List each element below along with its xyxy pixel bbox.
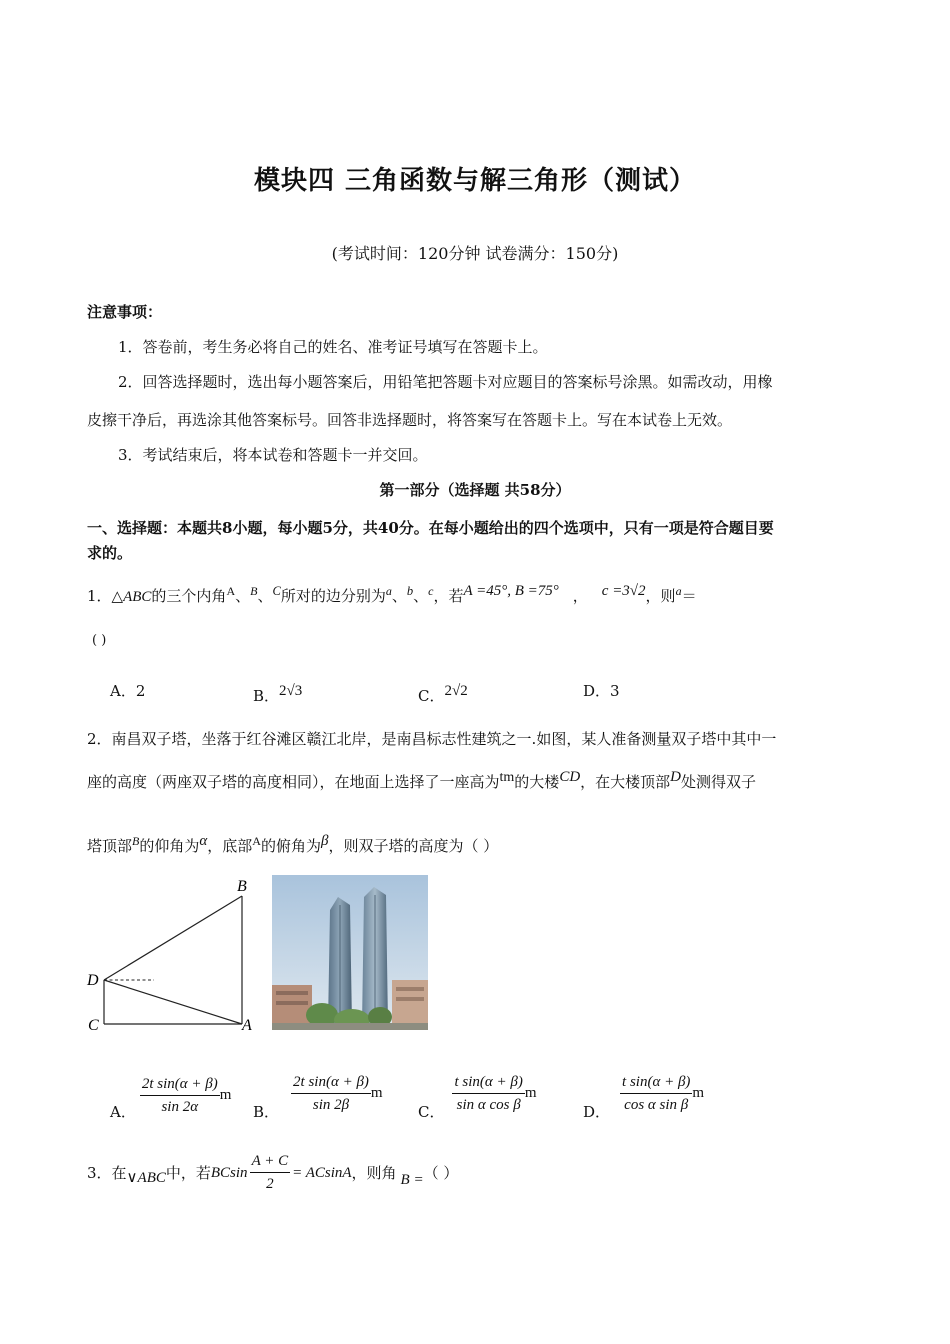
q1-option-a: A．2 [110, 682, 146, 700]
note-item-2-line2: 皮擦干净后，再选涂其他答案标号。回答非选择题时，将答案写在答题卡上。写在本试卷上无效。 [87, 411, 733, 429]
q1-option-c-value: 2√2 [444, 683, 468, 699]
q1-var-a-target: a [675, 584, 682, 598]
q2-option-d-denominator: cos α sin β [624, 1096, 689, 1113]
q3-lhs: BCsin [210, 1164, 248, 1181]
q1-text-2: 所对的边分别为 [280, 587, 386, 605]
q2-point-D: D [670, 769, 682, 785]
q3-number: 3．在 [87, 1163, 127, 1182]
section-instructions-line1: 一、选择题：本题共8小题，每小题5分，共40分。在每小题给出的四个选项中，只有一项是符合题目要 [87, 519, 774, 537]
q3-angle-B: B = [400, 1171, 424, 1188]
q2-option-b: B． $\frac{\text{2t sin(α + β)}}{\sin 2\beta}$ m [253, 1073, 383, 1121]
q1-var-a: a [385, 584, 392, 598]
label-D: D [87, 972, 99, 989]
notes-heading: 注意事项： [87, 303, 163, 321]
label-C: C [88, 1017, 99, 1034]
q2-option-b-numerator: 2t sin(α + β) [291, 1073, 371, 1094]
q1-condition-angles: A =45°, B =75° [463, 583, 559, 599]
q2-geometry-diagram [80, 872, 260, 1037]
q2-option-c: C． $\frac{\text{t sin(α + β)}}{\text{sin α cos β}}$ m [418, 1073, 537, 1121]
line-DB [104, 896, 242, 980]
line-DA [104, 980, 242, 1024]
q1-condition-side: c =3√2 [601, 583, 646, 599]
q1-option-d: D．3 [583, 682, 620, 700]
q2-option-c-numerator: t sin(α + β) [452, 1073, 524, 1094]
twin-towers-photo [272, 875, 428, 1030]
page-title: 模块四 三角函数与解三角形（测试） [253, 166, 697, 196]
q2-option-b-denominator: sin 2β [312, 1096, 350, 1113]
question-1: 1．△ABC的三个内角$^A$、$^B$、$^C$所对的边分别为$^a$、$^b$、$^c$，若$^{A =45^\circ, B =75^\circ}$ ， $^{c =3√2}$，则$^a$＝ [87, 583, 697, 605]
q2-line-2: 座的高度（两座双子塔的高度相同），在地面上选择了一座高为$^{tm}$的大楼$^{CD}$，在大楼顶部$^D$处测得双子 [87, 769, 757, 791]
q1-text-1: 的三个内角 [151, 587, 227, 605]
q2-option-c-denominator: sin α cos β [456, 1096, 521, 1113]
note-item-1: 1．答卷前，考生务必将自己的姓名、准考证号填写在答题卡上。 [118, 338, 548, 356]
label-B: B [237, 878, 247, 895]
q2-option-d: D． $\frac{\text{t sin(α + β)}}{\text{cos α sin β}}$ m [583, 1073, 705, 1121]
q1-var-c: c [428, 584, 434, 598]
q3-fraction: $\frac{A + C}{2}$ [251, 1153, 289, 1192]
q1-option-b-value: 2√3 [279, 683, 303, 699]
q1-number: 1． [87, 587, 112, 605]
q2-option-a-numerator: 2t sin(α + β) [140, 1075, 220, 1096]
label-A: A [242, 1017, 252, 1034]
q3-triangle: ∨ABC [126, 1169, 166, 1186]
q2-option-a: A． $\frac{\text{2t sin(α + β)}}{\sin 2\alpha}$ m [110, 1075, 232, 1121]
q1-answer-blank: ( ) [92, 633, 107, 648]
q2-point-A: A [252, 834, 261, 848]
q2-building-CD: CD [559, 769, 581, 785]
q2-line-1: 2．南昌双子塔，坐落于红谷滩区赣江北岸，是南昌标志性建筑之一.如图，某人准备测量双子塔中其中一 [87, 730, 777, 748]
q1-var-b: b [406, 584, 414, 598]
q1-option-c: C．$^{2√2}$ [418, 683, 468, 705]
question-3: 3．在 ∨ABC 中，若 BCsin $\frac{A + C}{2}$ = ACsinA ，则角 B = （ ） [87, 1153, 459, 1192]
note-item-3: 3．考试结束后，将本试卷和答题卡一并交回。 [118, 446, 428, 464]
q2-option-a-denominator: sin 2α [161, 1098, 199, 1115]
q1-triangle: △ABC [111, 589, 152, 605]
q2-angle-beta: β [320, 833, 329, 849]
q2-point-B: B [132, 834, 140, 848]
part1-heading: 第一部分（选择题 共58分） [379, 481, 571, 499]
q1-var-C: C [272, 584, 281, 598]
q1-option-b: B．$^{2√3}$ [253, 683, 303, 705]
q2-angle-alpha: α [199, 833, 208, 849]
section-instructions-line2: 求的。 [87, 544, 133, 562]
exam-info: (考试时间：120分钟 试卷满分：150分) [331, 244, 619, 263]
q3-rhs: = ACsinA [292, 1164, 352, 1181]
q2-option-d-numerator: t sin(α + β) [620, 1073, 692, 1094]
q1-var-A: A [226, 584, 236, 598]
note-item-2-line1: 2．回答选择题时，选出每小题答案后，用铅笔把答题卡对应题目的答案标号涂黑。如需改动，用橡 [118, 373, 773, 391]
q2-height-t: tm [499, 770, 515, 785]
q2-line-3: 塔顶部$^B$的仰角为$^\alpha$，底部$^A$的俯角为$^\beta$，则双子塔的高度为（ ） [87, 833, 499, 855]
q1-var-B: B [250, 584, 258, 598]
